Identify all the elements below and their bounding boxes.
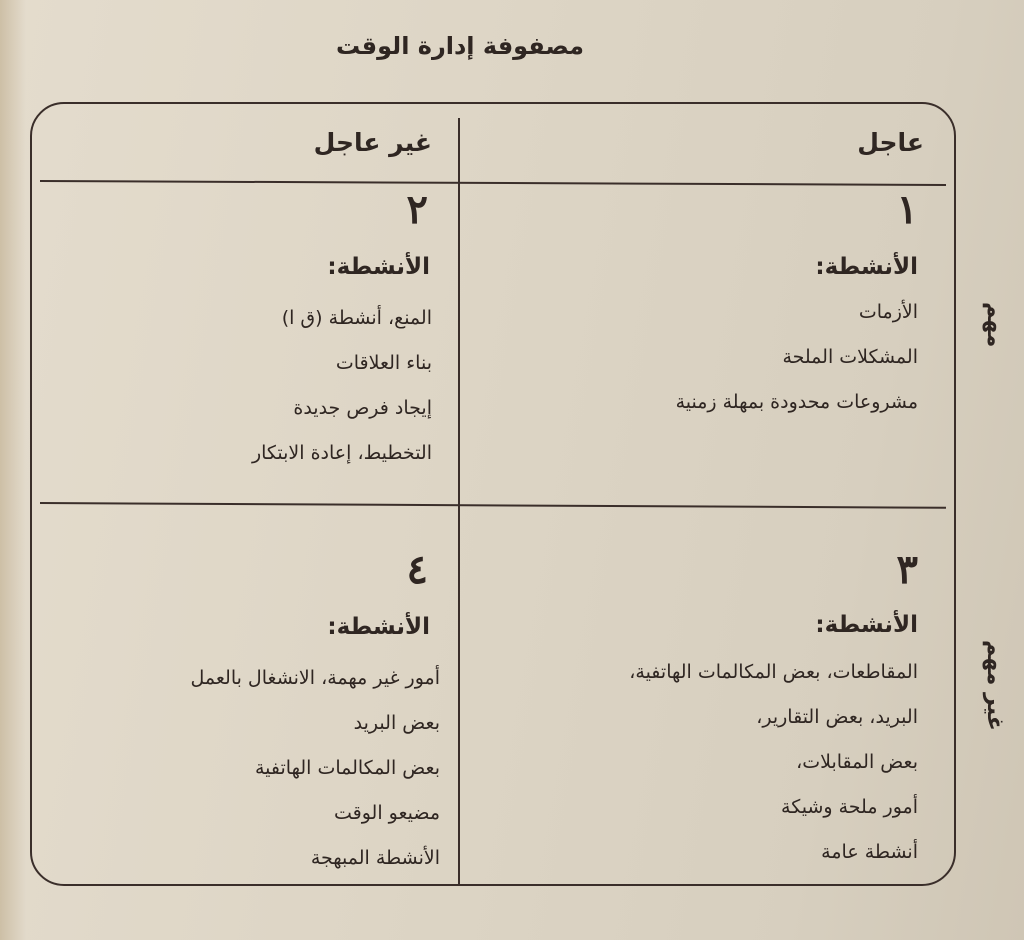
column-header-not-urgent: غير عاجل [313, 128, 432, 157]
quadrant-1-number: ١ [896, 186, 918, 233]
quadrant-3-list [629, 650, 918, 875]
column-header-urgent: عاجل [857, 128, 924, 157]
list-item: الأزمات [858, 301, 918, 323]
list-item: بعض البريد [353, 712, 440, 734]
list-item: الأنشطة المبهجة [310, 847, 440, 869]
list-item: بعض المقابلات، [796, 751, 918, 773]
page-fold-shadow [0, 0, 26, 940]
list-item: مضيعو الوقت [333, 802, 440, 824]
list-item: التخطيط، إعادة الابتكار [251, 442, 432, 464]
quadrant-3-number: ٣ [896, 546, 918, 593]
list-item: أنشطة عامة [821, 841, 918, 863]
quadrant-1-list [676, 290, 918, 425]
quadrant-4-heading: الأنشطة: [327, 614, 430, 640]
list-item: بناء العلاقات [335, 352, 432, 374]
list-item: أمور غير مهمة، الانشغال بالعمل [190, 667, 440, 689]
list-item: البريد، بعض التقارير، [756, 706, 918, 728]
list-item: مشروعات محدودة بمهلة زمنية [675, 391, 918, 413]
quadrant-4-list [190, 656, 440, 881]
quadrant-2-heading: الأنشطة: [327, 254, 430, 280]
matrix-vertical-divider [458, 118, 460, 884]
list-item: المقاطعات، بعض المكالمات الهاتفية، [629, 661, 918, 683]
quadrant-4-number: ٤ [406, 546, 428, 593]
quadrant-3-heading: الأنشطة: [815, 612, 918, 638]
list-item: المشكلات الملحة [782, 346, 918, 368]
list-item: المنع، أنشطة (ق ا) [281, 307, 432, 329]
quadrant-2-list [252, 296, 432, 476]
page-title: مصفوفة إدارة الوقت [336, 32, 584, 60]
list-item: بعض المكالمات الهاتفية [254, 757, 440, 779]
quadrant-1-heading: الأنشطة: [815, 254, 918, 280]
row-label-not-important: غير مهم [982, 640, 1007, 731]
row-label-important: مهم [982, 302, 1007, 348]
list-item: إيجاد فرص جديدة [293, 397, 432, 419]
list-item: أمور ملحة وشيكة [781, 796, 918, 818]
quadrant-2-number: ٢ [406, 186, 428, 233]
